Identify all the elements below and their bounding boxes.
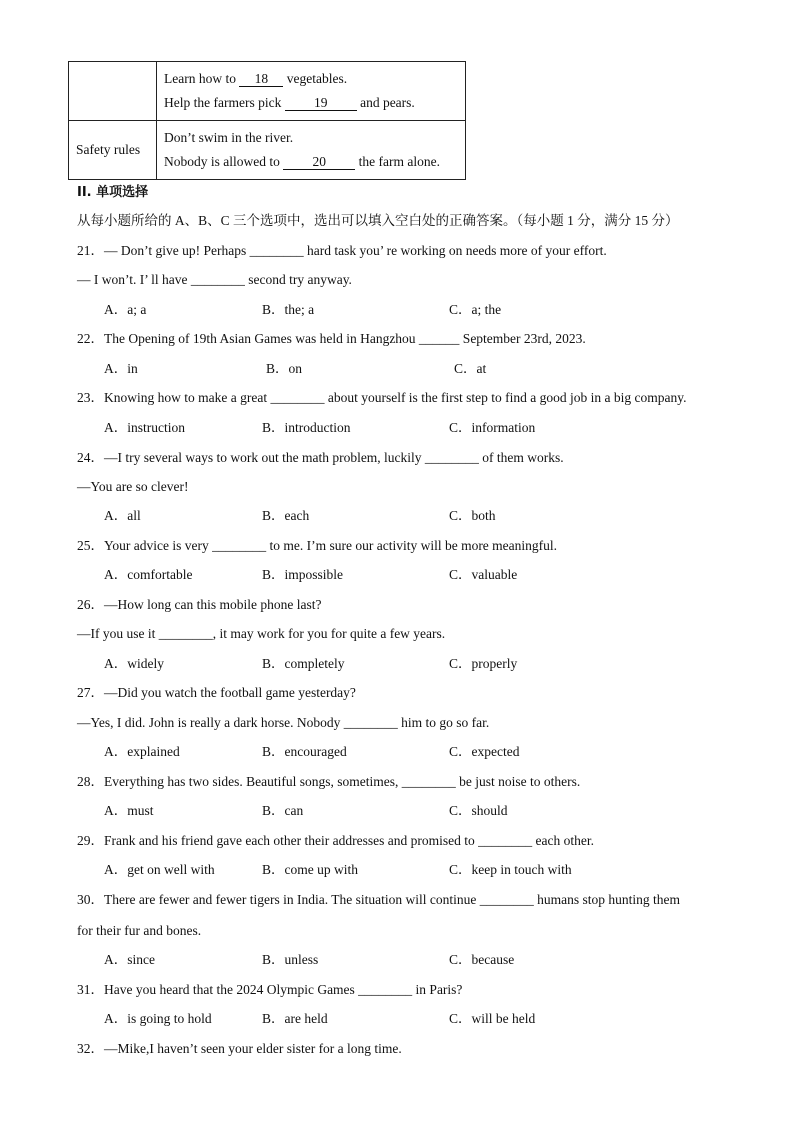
question-28-option-a: A．must [104, 803, 154, 818]
question-22-option-a: A．in [104, 361, 138, 376]
question-27-line-1: 27．—Did you watch the football game yesterday? [77, 685, 356, 700]
question-23-option-a: A．instruction [104, 420, 185, 435]
question-30-option-c: C．because [449, 952, 515, 967]
question-27-option-a: A．explained [104, 744, 180, 759]
question-23-option-c: C．information [449, 420, 536, 435]
row-content [157, 62, 466, 121]
question-30-line-2: for their fur and bones. [77, 923, 202, 938]
question-24-option-c: C．both [449, 508, 496, 523]
question-25-option-a: A．comfortable [104, 567, 193, 582]
question-24-option-b: B．each [262, 508, 310, 523]
question-31-option-b: B．are held [262, 1011, 328, 1026]
question-27-option-c: C．expected [449, 744, 520, 759]
row-label [69, 62, 157, 121]
question-22-option-c: C．at [454, 361, 487, 376]
question-21-line-2: — I won’t. I’ ll have ________ second try anyway. [77, 272, 352, 287]
table-row [69, 121, 466, 180]
content-line: Learn how to 18 vegetables. [164, 71, 348, 86]
question-30-option-b: B．unless [262, 952, 319, 967]
question-28-line-1: 28．Everything has two sides. Beautiful songs, sometimes, ________ be just noise to others. [77, 774, 581, 789]
question-29-option-c: C．keep in touch with [449, 862, 572, 877]
question-30-option-a: A．since [104, 952, 155, 967]
row-label: Safety rules [69, 121, 157, 180]
question-25-option-b: B．impossible [262, 567, 344, 582]
question-26-line-1: 26．—How long can this mobile phone last? [77, 597, 322, 612]
question-28-option-c: C．should [449, 803, 508, 818]
content-line: Don’t swim in the river. [164, 130, 294, 145]
question-29-option-b: B．come up with [262, 862, 358, 877]
blank-18: 18 [239, 72, 283, 87]
question-26-option-c: C．properly [449, 656, 518, 671]
table-row [69, 62, 466, 121]
question-22-option-b: B．on [266, 361, 303, 376]
question-21-line-1: 21．— Don’t give up! Perhaps ________ hard task you’ re working on needs more of your effort. [77, 243, 607, 258]
question-31-line-1: 31．Have you heard that the 2024 Olympic Games ________ in Paris? [77, 982, 463, 997]
question-31-option-a: A．is going to hold [104, 1011, 212, 1026]
question-26-line-2: —If you use it ________, it may work for you for quite a few years. [77, 626, 446, 641]
question-29-line-1: 29．Frank and his friend gave each other their addresses and promised to ________ each other. [77, 833, 594, 848]
notes-table [68, 61, 466, 180]
question-30-line-1: 30．There are fewer and fewer tigers in India. The situation will continue ________ humans stop hunting them [77, 892, 680, 907]
question-23-option-b: B．introduction [262, 420, 351, 435]
question-25-line-1: 25．Your advice is very ________ to me. I’m sure our activity will be more meaningful. [77, 538, 558, 553]
blank-19: 19 [285, 96, 357, 111]
question-21-option-c: C．a; the [449, 302, 502, 317]
blank-20: 20 [283, 155, 355, 170]
question-24-line-2: —You are so clever! [77, 479, 189, 494]
question-27-line-2: —Yes, I did. John is really a dark horse. Nobody ________ him to go so far. [77, 715, 490, 730]
row-content [157, 121, 466, 180]
question-32-line-1: 32．—Mike,I haven’t seen your elder sister for a long time. [77, 1041, 402, 1056]
question-27-option-b: B．encouraged [262, 744, 347, 759]
question-25-option-c: C．valuable [449, 567, 518, 582]
section-instruction: 从每小题所给的 A、B、C 三个选项中，选出可以填入空白处的正确答案。（每小题 1 分，满分 15 分） [77, 213, 679, 228]
question-22-line-1: 22．The Opening of 19th Asian Games was held in Hangzhou ______ September 23rd, 2023. [77, 331, 586, 346]
question-28-option-b: B．can [262, 803, 304, 818]
question-24-option-a: A．all [104, 508, 141, 523]
question-21-option-b: B．the; a [262, 302, 315, 317]
question-26-option-b: B．completely [262, 656, 345, 671]
question-29-option-a: A．get on well with [104, 862, 215, 877]
question-21-option-a: A．a; a [104, 302, 147, 317]
question-31-option-c: C．will be held [449, 1011, 536, 1026]
section-title: II. 单项选择 [77, 185, 149, 200]
question-23-line-1: 23．Knowing how to make a great ________ about yourself is the first step to find a good job in a big company. [77, 390, 687, 405]
content-line: Nobody is allowed to 20 the farm alone. [164, 154, 440, 169]
question-24-line-1: 24．—I try several ways to work out the math problem, luckily ________ of them works. [77, 450, 564, 465]
content-line: Help the farmers pick 19 and pears. [164, 95, 415, 110]
question-26-option-a: A．widely [104, 656, 164, 671]
